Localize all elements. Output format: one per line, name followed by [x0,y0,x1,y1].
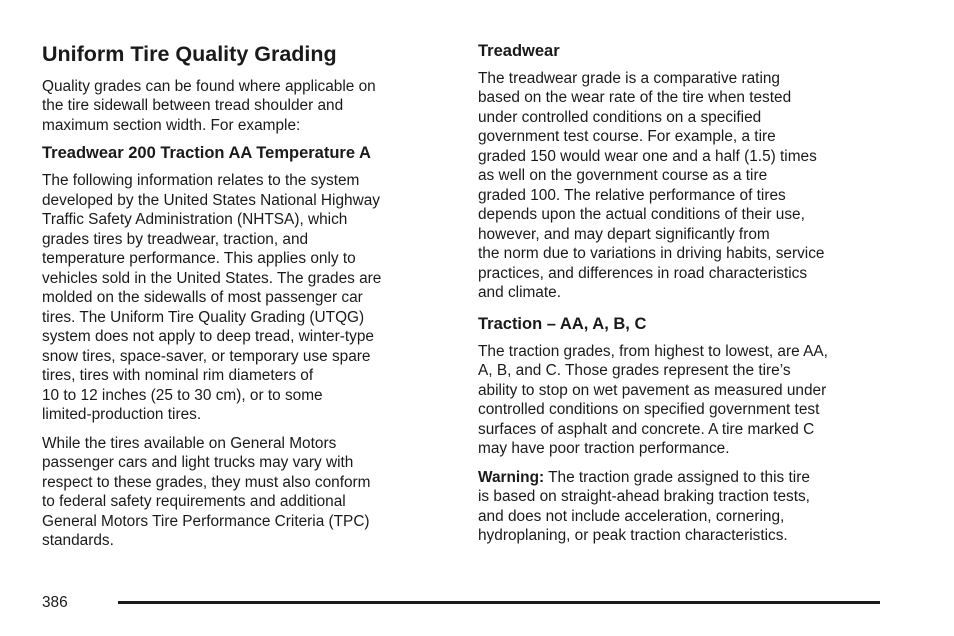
text-line: While the tires available on General Motors [42,434,337,452]
text-line: Quality grades can be found where applicable on [42,77,376,95]
text-line: tires. The Uniform Tire Quality Grading (UTQG) [42,308,365,326]
warning-first-line [478,468,888,488]
nhtsa-paragraph [42,171,450,425]
page-number: 386 [42,594,68,611]
text-line: ability to stop on wet pavement as measured under [478,381,827,399]
text-line: system does not apply to deep tread, winter-type [42,328,374,346]
text-line: passenger cars and light trucks may vary with [42,454,354,472]
text-line: molded on the sidewalls of most passenger car [42,289,363,307]
text-line: surfaces of asphalt and concrete. A tire marked C [478,420,815,438]
text-line: practices, and differences in road characteristics [478,264,808,282]
text-line: the norm due to variations in driving habits, service [478,245,825,263]
text-line: standards. [42,532,114,550]
text-line: developed by the United States National Highway [42,191,380,209]
text-line: grades tires by treadwear, traction, and [42,230,309,248]
example-heading: Treadwear 200 Traction AA Temperature A [42,144,371,163]
text-line: graded 100. The relative performance of tires [478,186,786,204]
text-line: maximum section width. For example: [42,116,301,134]
gm-paragraph [42,434,450,551]
text-line: to federal safety requirements and additional [42,493,346,511]
warning-paragraph [478,468,888,546]
text-line: the tire sidewall between tread shoulder and [42,97,344,115]
text-line: The traction grades, from highest to lowest, are AA, [478,342,828,360]
text-line: respect to these grades, they must also conform [42,473,371,491]
text-line: temperature performance. This applies only to [42,250,356,268]
text-line: General Motors Tire Performance Criteria (TPC) [42,512,370,530]
text-line: and climate. [478,284,561,302]
text-line: however, and may depart significantly from [478,225,770,243]
text-line: The treadwear grade is a comparative rating [478,69,780,87]
text-line: and does not include acceleration, cornering, [478,507,785,525]
text-line: controlled conditions on specified government test [478,401,820,419]
text-line: government test course. For example, a tire [478,128,776,146]
text-line: based on the wear rate of the tire when tested [478,89,792,107]
warning-rest [478,487,888,546]
text-line: as well on the government course as a tire [478,167,768,185]
footer-rule [118,601,880,604]
page-title: Uniform Tire Quality Grading [42,42,337,66]
right-column [478,42,888,555]
text-line: 10 to 12 inches (25 to 30 cm), or to some [42,386,323,404]
intro-paragraph [42,77,450,136]
text-line: limited-production tires. [42,406,202,424]
text-line: may have poor traction performance. [478,440,730,458]
text-line: under controlled conditions on a specified [478,108,762,126]
text-line: hydroplaning, or peak traction characteristics. [478,527,788,545]
traction-heading: Traction – AA, A, B, C [478,314,647,333]
text-line: The following information relates to the system [42,172,360,190]
text-line: tires, tires with nominal rim diameters of [42,367,314,385]
text-line: depends upon the actual conditions of their use, [478,206,805,224]
text-line: snow tires, space-saver, or temporary use spare [42,347,371,365]
text-line: vehicles sold in the United States. The grades are [42,269,382,287]
treadwear-heading: Treadwear [478,42,560,60]
text-line: is based on straight-ahead braking traction tests, [478,488,810,506]
traction-paragraph [478,342,888,459]
treadwear-paragraph [478,69,888,303]
text-line: graded 150 would wear one and a half (1.5) times [478,147,817,165]
text-line: Traffic Safety Administration (NHTSA), which [42,211,348,229]
left-column [42,42,450,560]
text-line: A, B, and C. Those grades represent the tire’s [478,362,791,380]
warning-first-text: The traction grade assigned to this tire [544,468,810,486]
warning-label: Warning: [478,468,545,486]
